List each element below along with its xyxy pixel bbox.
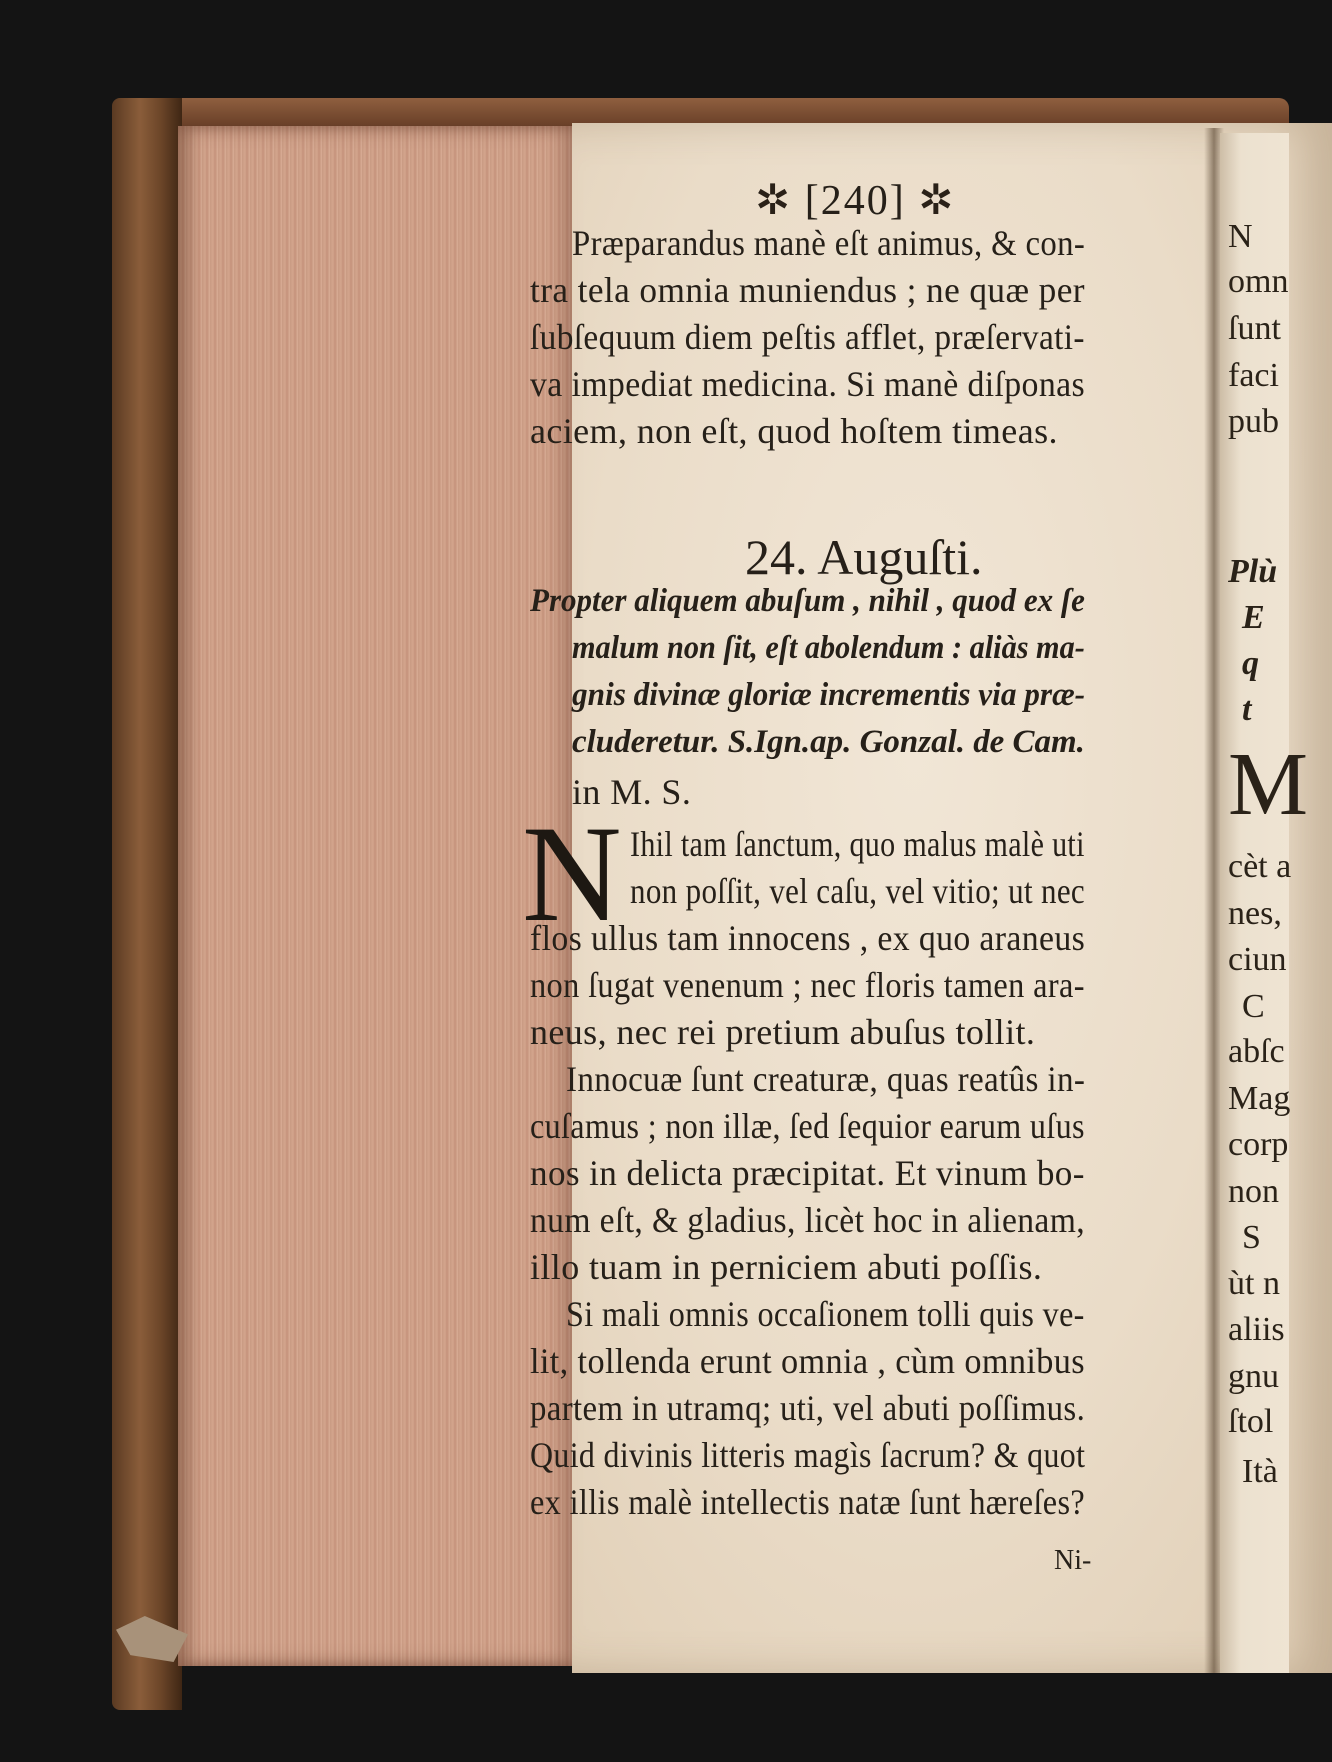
facing-line: cèt a	[1228, 848, 1292, 885]
text-line: ex illis malè intellectis natæ ſunt hæreſes?	[530, 1482, 1086, 1522]
facing-line: S	[1242, 1219, 1261, 1256]
facing-line: non	[1228, 1173, 1279, 1210]
text-line: illo tuam in perniciem abuti poſſis.	[530, 1247, 1043, 1287]
book-cover-edge	[112, 98, 182, 1710]
text-line: num eſt, & gladius, licèt hoc in alienam,	[530, 1200, 1086, 1240]
motto-line: cluderetur. S.Ign.ap. Gonzal. de Cam.	[572, 724, 1085, 760]
facing-line: N	[1228, 218, 1253, 255]
text-line: Innocuæ ſunt creaturæ, quas reatûs in-	[566, 1059, 1086, 1099]
text-line: Ihil tam ſanctum, quo malus malè uti	[630, 824, 1085, 864]
facing-line: Plù	[1228, 553, 1278, 590]
text-line: flos ullus tam innocens , ex quo araneus	[530, 918, 1086, 958]
facing-line: aliis	[1228, 1311, 1285, 1348]
text-line: partem in utramq; uti, vel abuti poſſimus.	[530, 1388, 1086, 1428]
motto-line: gnis divinæ gloriæ incrementis via præ-	[572, 677, 1086, 713]
text-line: lit, tollenda erunt omnia , cùm omnibus	[530, 1341, 1085, 1381]
section-title: 24. Auguſti.	[745, 529, 983, 585]
page-number: [240]	[804, 178, 906, 224]
text-line: ſubſequum diem peſtis afflet, præſervati-	[530, 317, 1085, 357]
text-line: Si mali omnis occaſionem tolli quis ve-	[566, 1294, 1085, 1334]
text-line: Quid divinis litteris magìs ſacrum? & quot	[530, 1435, 1086, 1475]
text-line: nos in delicta præcipitat. Et vinum bo-	[530, 1153, 1085, 1193]
page-header	[755, 175, 955, 225]
facing-line: M	[1228, 735, 1309, 834]
facing-line: t	[1242, 691, 1252, 728]
motto-line: malum non ſit, eſt abolendum : aliàs ma-	[572, 630, 1085, 666]
ornament-icon: ✲	[918, 178, 956, 224]
motto-line: Propter aliquem abuſum , nihil , quod ex ſe	[530, 583, 1085, 619]
text-line: tra tela omnia muniendus ; ne quæ per	[530, 270, 1085, 310]
facing-line: Ità	[1242, 1453, 1278, 1490]
text-line: non poſſit, vel caſu, vel vitio; ut nec	[630, 871, 1086, 911]
facing-line: ciun	[1228, 941, 1287, 978]
facing-line: E	[1242, 599, 1265, 636]
facing-line: ſunt	[1228, 310, 1281, 347]
facing-line: faci	[1228, 357, 1279, 394]
catchword: Ni-	[1054, 1545, 1092, 1576]
facing-line: Mag	[1228, 1080, 1291, 1117]
text-line: aciem, non eſt, quod hoſtem timeas.	[530, 411, 1058, 451]
ornament-icon: ✲	[755, 178, 793, 224]
text-line: Præparandus manè eſt animus, & con-	[572, 223, 1086, 263]
facing-line: C	[1242, 988, 1265, 1025]
text-line: va impediat medicina. Si manè diſponas	[530, 364, 1086, 404]
facing-line: ùt n	[1228, 1265, 1280, 1302]
facing-line: gnu	[1228, 1358, 1279, 1395]
text-line: cuſamus ; non illæ, ſed ſequior earum uſus	[530, 1106, 1085, 1146]
facing-line: omn	[1228, 263, 1289, 300]
facing-line: q	[1242, 645, 1259, 682]
motto-line: in M. S.	[572, 772, 692, 812]
facing-line: pub	[1228, 403, 1279, 440]
facing-line: corp	[1228, 1126, 1289, 1163]
facing-line: abſc	[1228, 1033, 1285, 1070]
text-line: neus, nec rei pretium abuſus tollit.	[530, 1012, 1036, 1052]
facing-line: nes,	[1228, 895, 1282, 932]
text-line: non ſugat venenum ; nec floris tamen ara-	[530, 965, 1085, 1005]
facing-page	[1220, 133, 1309, 1673]
facing-line: ſtol	[1228, 1403, 1274, 1440]
drop-cap: N	[522, 797, 622, 950]
